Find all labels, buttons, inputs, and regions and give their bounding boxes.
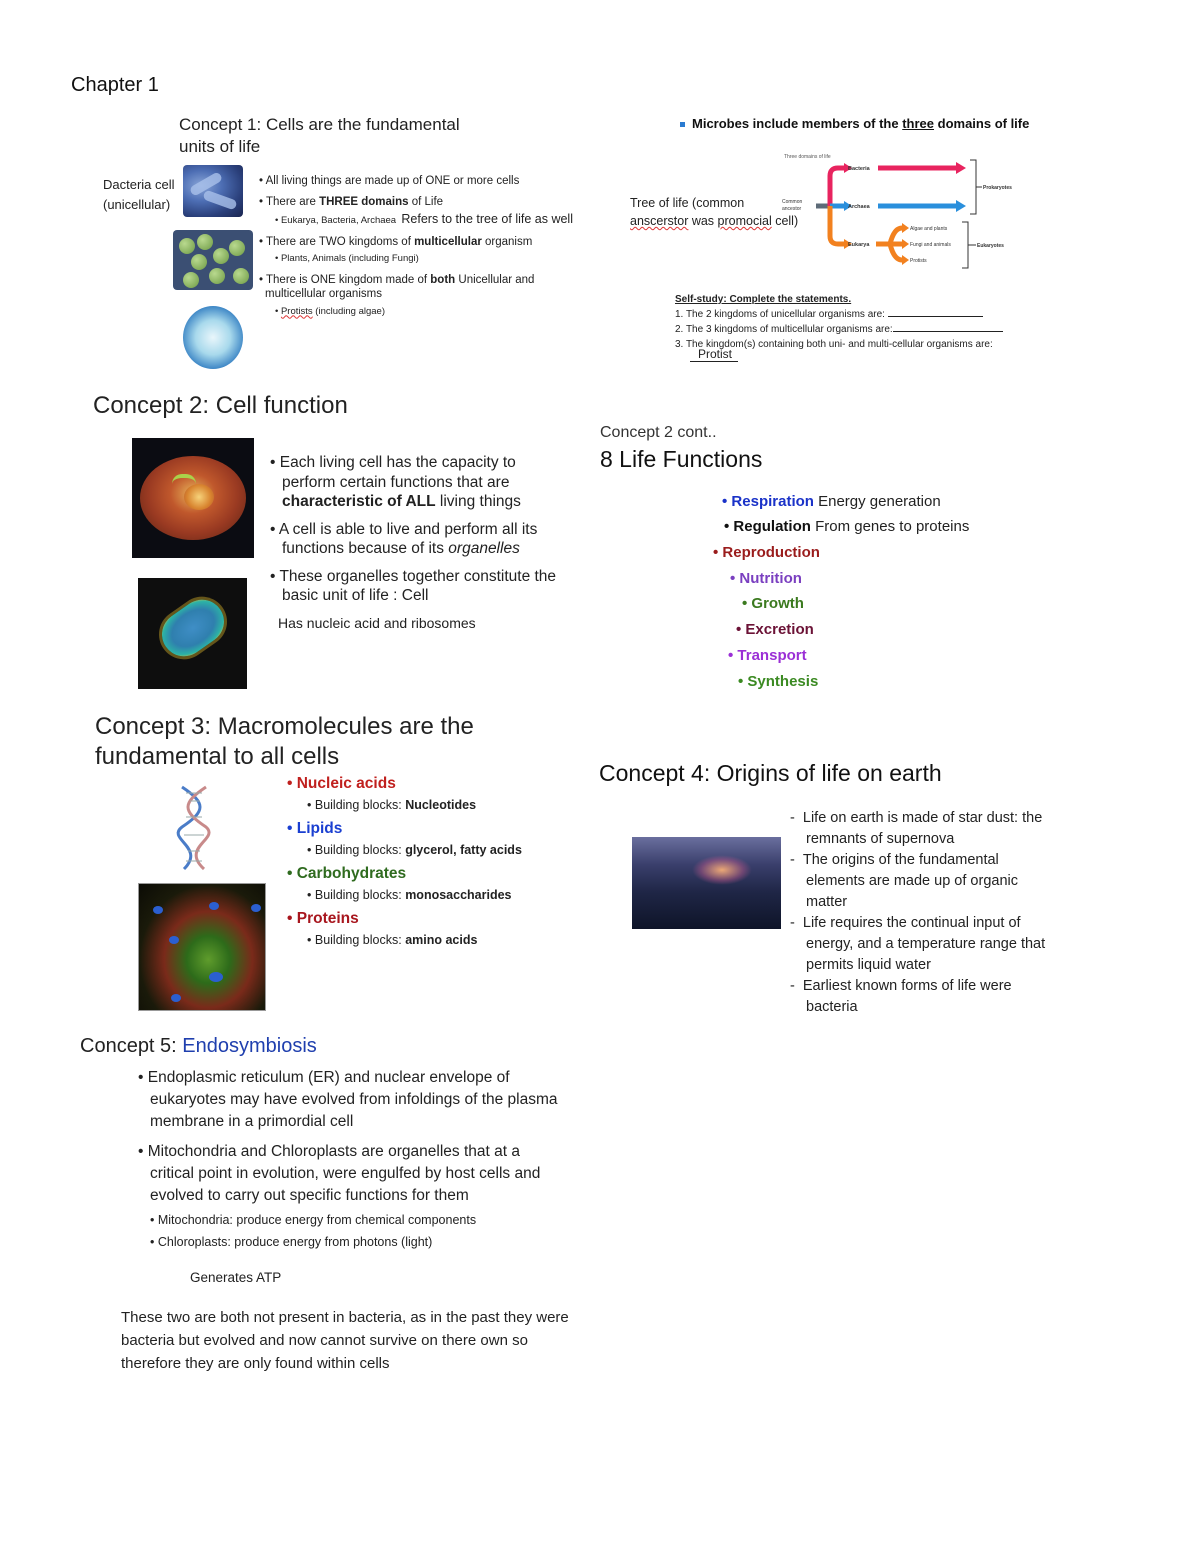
- concept2-bullets: [270, 453, 570, 633]
- life-function-item: • Excretion: [736, 621, 814, 638]
- life-function-item: • Transport: [728, 647, 807, 664]
- concept5-bullets: [138, 1067, 558, 1253]
- concept5-sub-bullet: • Mitochondria: produce energy from chemical components: [150, 1213, 477, 1227]
- concept5-bullet: • Mitochondria and Chloroplasts are organelles that at a critical point in evolution, were engulfed by host cells and evolved to carry out specific functions for them: [138, 1143, 541, 1204]
- life-functions-title: 8 Life Functions: [600, 446, 763, 472]
- concept4-title: Concept 4: Origins of life on earth: [599, 760, 942, 786]
- svg-text:Eukaryotes: Eukaryotes: [977, 243, 1004, 249]
- svg-text:Bacteria: Bacteria: [848, 166, 870, 172]
- bacteria-label-line1: Dacteria cell: [103, 177, 175, 192]
- concept1-bullet: • All living things are made up of ONE or more cells: [259, 175, 520, 187]
- concept1-sub-bullet: • Eukarya, Bacteria, Archaea Refers to the tree of life as well: [275, 212, 573, 226]
- concept2-title: Concept 2: Cell function: [93, 392, 348, 419]
- self-study-item: 1. The 2 kingdoms of unicellular organisms are:: [675, 307, 1025, 322]
- concept1-bullet: • There are THREE domains of Life: [259, 195, 444, 208]
- building-blocks: • Building blocks: glycerol, fatty acids: [307, 843, 522, 857]
- macromolecule-item: • Proteins: [287, 910, 359, 927]
- concept1-bullet: • There is ONE kingdom made of both Unicellular and multicellular organisms: [259, 273, 535, 300]
- concept2-note: Has nucleic acid and ribosomes: [278, 614, 476, 631]
- dna-helix-illustration: [172, 785, 216, 871]
- svg-text:Archaea: Archaea: [848, 204, 870, 210]
- bacteria-micrograph-image: [183, 165, 243, 217]
- tree-of-life-note: Tree of life (common anscerstor was promocial cell): [630, 196, 799, 228]
- macromolecule-item: • Lipids: [287, 820, 343, 837]
- concept5-bullet: • Endoplasmic reticulum (ER) and nuclear envelope of eukaryotes may have evolved from infoldings of the plasma membrane in a primordial cell: [138, 1069, 558, 1130]
- building-blocks: • Building blocks: monosaccharides: [307, 888, 512, 902]
- concept4-point: - Life requires the continual input of energy, and a temperature range that permits liquid water: [790, 915, 1046, 973]
- macromolecule-item: • Nucleic acids: [287, 775, 396, 792]
- concept3-title: Concept 3: Macromolecules are the fundamental to all cells: [95, 713, 474, 770]
- concept5-paragraph: These two are both not present in bacteria, as in the past they were bacteria but evolved and now cannot survive on there own so therefore they are only found within cells: [121, 1309, 569, 1372]
- concept1-sub-bullet: • Protists (including algae): [275, 305, 386, 317]
- concept2-bullet: • A cell is able to live and perform all its functions because of its organelles: [270, 520, 538, 557]
- svg-text:Algae and plants: Algae and plants: [910, 226, 948, 232]
- tree-of-life-note: Refers to the tree of life as well: [401, 212, 573, 226]
- life-function-item: • Growth: [742, 595, 804, 612]
- self-study-header: Self-study: Complete the statements.: [675, 294, 852, 305]
- svg-text:Eukarya: Eukarya: [848, 242, 870, 248]
- bacteria-cell-label: [103, 175, 175, 215]
- macromolecules-list: [287, 773, 577, 953]
- concept5-title: Concept 5: Endosymbiosis: [80, 1035, 317, 1057]
- macromolecule-item: • Carbohydrates: [287, 865, 407, 882]
- concept1-bullet: • There are TWO kingdoms of multicellular organism: [259, 235, 533, 248]
- self-study-section: [675, 292, 1025, 352]
- concept1-sub-bullet: • Plants, Animals (including Fungi): [275, 253, 419, 264]
- bacteria-label-line2: (unicellular): [103, 197, 171, 212]
- svg-text:Three domains of life: Three domains of life: [784, 154, 831, 160]
- svg-text:Common: Common: [782, 199, 803, 205]
- svg-text:ancestor: ancestor: [782, 206, 802, 212]
- atp-note: Generates ATP: [190, 1270, 282, 1285]
- concept1-bullets: [257, 174, 587, 325]
- svg-text:Protists: Protists: [910, 258, 927, 264]
- concept2-bullet: • These organelles together constitute the basic unit of life : Cell: [270, 567, 557, 604]
- concept4-points: [790, 808, 1060, 1018]
- bacterium-illustration: [138, 578, 247, 689]
- self-study-item: 3. The kingdom(s) containing both uni- and multi-cellular organisms are:: [675, 339, 993, 350]
- chapter-heading: Chapter 1: [71, 74, 159, 96]
- self-study-item: 2. The 3 kingdoms of multicellular organisms are:: [675, 322, 1025, 337]
- life-function-item: • Reproduction: [713, 544, 820, 561]
- concept4-point: - Life on earth is made of star dust: the remnants of supernova: [790, 810, 1043, 847]
- green-spheres-micrograph-image: [173, 230, 253, 290]
- life-function-item: • Synthesis: [738, 673, 819, 690]
- concept4-point: - The origins of the fundamental elements are made up of organic matter: [790, 852, 1018, 910]
- concept2-cont-subtitle: Concept 2 cont..: [600, 424, 717, 441]
- svg-text:Prokaryotes: Prokaryotes: [983, 185, 1012, 191]
- concept5-sub-bullet: • Chloroplasts: produce energy from photons (light): [150, 1235, 433, 1249]
- square-bullet-icon: [680, 122, 685, 127]
- life-function-item: • Respiration Energy generation: [722, 493, 941, 510]
- lightning-storm-image: [632, 837, 781, 929]
- concept4-point: - Earliest known forms of life were bacteria: [790, 978, 1012, 1015]
- animal-cell-illustration: [132, 438, 254, 558]
- self-study-answer: Protist: [690, 347, 738, 362]
- building-blocks: • Building blocks: amino acids: [307, 933, 478, 947]
- protist-cross-section-image: [183, 306, 243, 369]
- three-domains-tree-diagram: [770, 148, 1030, 280]
- concept1-title: Concept 1: Cells are the fundamental units of life: [179, 115, 460, 156]
- microbes-heading: Microbes include members of the three domains of life: [680, 116, 1029, 131]
- life-function-item: • Regulation From genes to proteins: [724, 518, 970, 535]
- svg-text:Fungi and animals: Fungi and animals: [910, 242, 951, 248]
- concept2-bullet: • Each living cell has the capacity to perform certain functions that are characteristic of ALL living things: [270, 454, 521, 510]
- building-blocks: • Building blocks: Nucleotides: [307, 798, 477, 812]
- life-function-item: • Nutrition: [730, 570, 802, 587]
- cytoskeleton-fluorescence-image: [138, 883, 266, 1011]
